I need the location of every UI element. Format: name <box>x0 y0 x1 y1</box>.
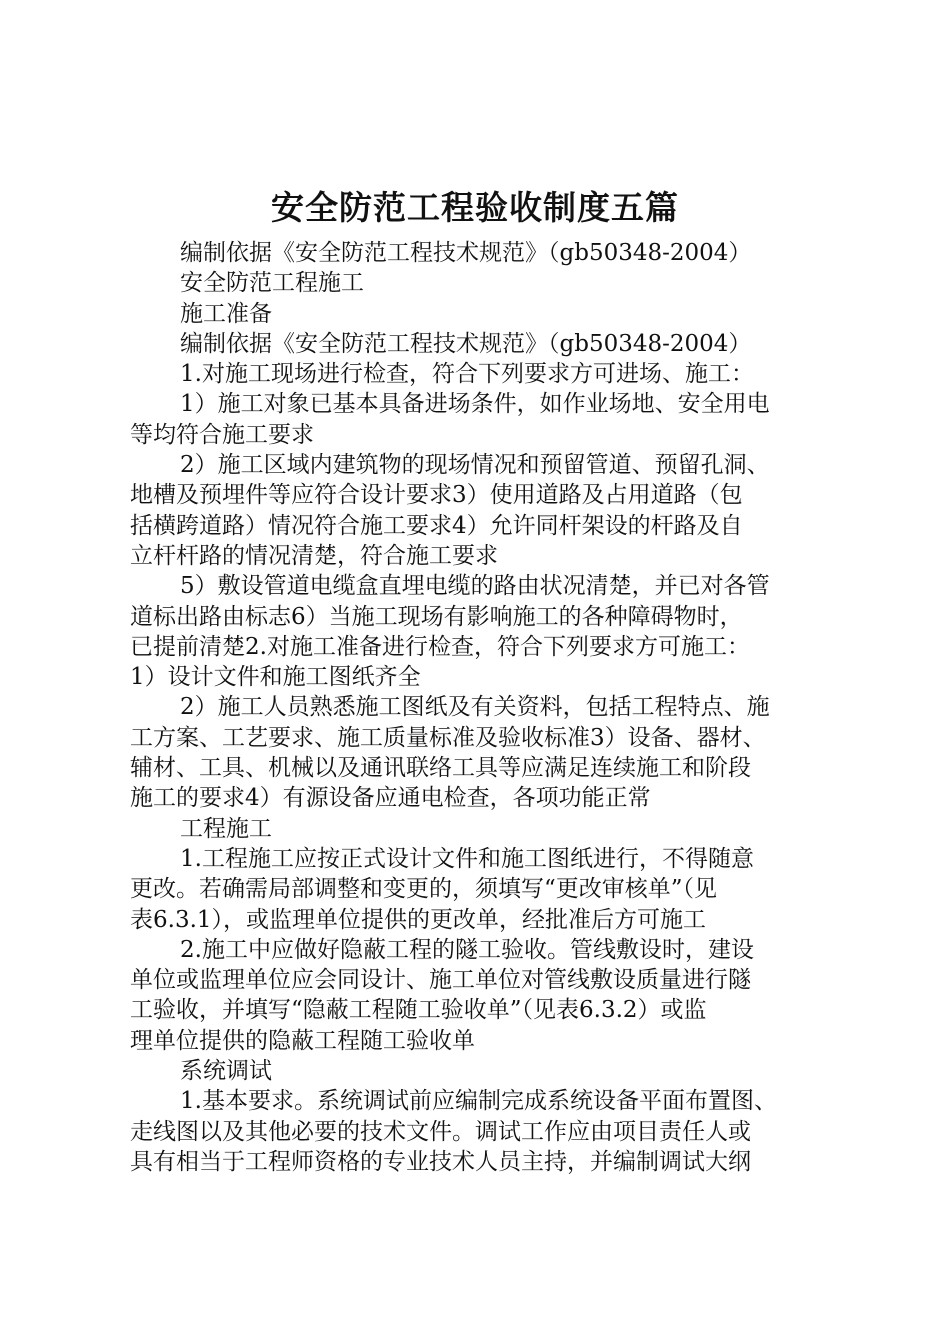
document-title: 安全防范工程验收制度五篇 <box>271 188 679 227</box>
text-line: 已提前清楚2.对施工准备进行检查，符合下列要求方可施工： <box>130 633 750 660</box>
text-line: 系统调试 <box>180 1058 272 1085</box>
text-line: 立杆杆路的情况清楚，符合施工要求 <box>130 542 498 569</box>
text-line: 地槽及预埋件等应符合设计要求3）使用道路及占用道路（包 <box>130 482 743 509</box>
text-line: 1）设计文件和施工图纸齐全 <box>130 664 421 691</box>
text-line: 走线图以及其他必要的技术文件。调试工作应由项目责任人或 <box>130 1118 751 1145</box>
text-line: 工程施工 <box>180 815 272 842</box>
text-line: 2）施工区域内建筑物的现场情况和预留管道、预留孔洞、 <box>180 452 770 479</box>
text-line: 2.施工中应做好隐蔽工程的隧工验收。管线敷设时，建设 <box>180 936 754 963</box>
text-line: 更改。若确需局部调整和变更的，须填写“更改审核单”（见 <box>130 876 718 903</box>
text-line: 等均符合施工要求 <box>130 421 314 448</box>
text-line: 2）施工人员熟悉施工图纸及有关资料，包括工程特点、施 <box>180 694 770 721</box>
text-line: 单位或监理单位应会同设计、施工单位对管线敷设质量进行隧 <box>130 967 751 994</box>
text-line: 施工的要求4）有源设备应通电检查，各项功能正常 <box>130 785 651 812</box>
text-line: 表6.3.1），或监理单位提供的更改单，经批准后方可施工 <box>130 906 707 933</box>
document-body <box>130 238 832 1177</box>
text-line: 辅材、工具、机械以及通讯联络工具等应满足连续施工和阶段 <box>130 755 751 782</box>
text-line: 工方案、工艺要求、施工质量标准及验收标准3）设备、器材、 <box>130 724 766 751</box>
text-line: 具有相当于工程师资格的专业技术人员主持，并编制调试大纲 <box>130 1148 751 1175</box>
text-line: 5）敷设管道电缆盒直埋电缆的路由状况清楚，并已对各管 <box>180 573 770 600</box>
text-line: 括横跨道路）情况符合施工要求4）允许同杆架设的杆路及自 <box>130 512 743 539</box>
text-line: 编制依据《安全防范工程技术规范》（gb50348-2004） <box>180 330 752 357</box>
text-line: 1.对施工现场进行检查，符合下列要求方可进场、施工： <box>180 361 754 388</box>
text-line: 1.工程施工应按正式设计文件和施工图纸进行，不得随意 <box>180 845 754 872</box>
text-line: 道标出路由标志6）当施工现场有影响施工的各种障碍物时， <box>130 603 743 630</box>
text-line: 安全防范工程施工 <box>180 270 364 297</box>
text-line: 理单位提供的隐蔽工程随工验收单 <box>130 1027 475 1054</box>
text-line: 工验收，并填写“隐蔽工程随工验收单”（见表6.3.2）或监 <box>130 997 707 1024</box>
text-line: 1.基本要求。系统调试前应编制完成系统设备平面布置图、 <box>180 1088 777 1115</box>
text-line: 施工准备 <box>180 300 272 327</box>
text-line: 编制依据《安全防范工程技术规范》（gb50348-2004） <box>180 240 752 266</box>
text-line: 1）施工对象已基本具备进场条件，如作业场地、安全用电 <box>180 391 770 418</box>
